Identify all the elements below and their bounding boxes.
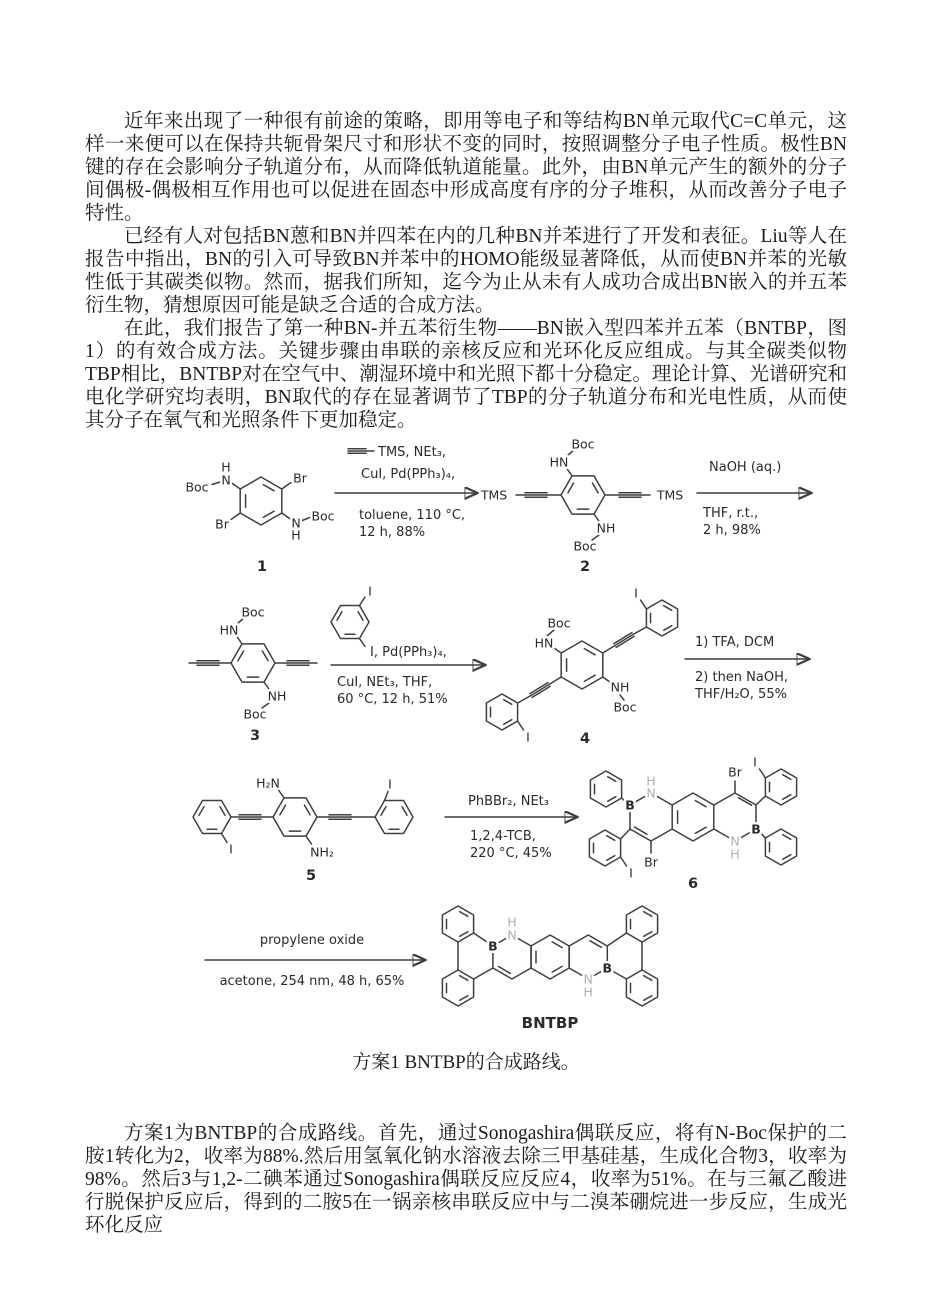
atom-boc: Boc bbox=[547, 615, 571, 631]
step2-conditions-line2: 2 h, 98% bbox=[703, 523, 761, 538]
compound-2-structure bbox=[480, 437, 683, 576]
compound-6-structure bbox=[589, 755, 796, 893]
compound-number-3: 3 bbox=[249, 728, 261, 744]
atom-br: Br bbox=[644, 854, 658, 870]
paragraph-prior-work: 已经有人对包括BN蒽和BN并四苯在内的几种BN并苯进行了开发和表征。Liu等人在报告中指出，BN的引入可导致BN并苯中的HOMO能级显著降低，从而使BN并苯的光敏性低于其碳类似物。然而，据我们所知，迄今为止从未有人成功合成出BN嵌入的并五苯衍生物，猜想原因可能是缺乏合适的合成方法。 bbox=[85, 226, 847, 316]
step3-conditions-line2: 60 °C, 12 h, 51% bbox=[337, 692, 448, 707]
atom-n: N bbox=[221, 472, 231, 488]
step5-reagents: PhBBr₂, NEt₃ bbox=[468, 794, 549, 809]
compound-1-structure bbox=[185, 460, 334, 576]
compound-number-2: 2 bbox=[579, 559, 591, 575]
paragraph-this-work: 在此，我们报告了第一种BN-并五苯衍生物——BN嵌入型四苯并五苯（BNTBP，图1）的有效合成方法。关键步骤由串联的亲核反应和光环化反应组成。与其全碳类似物TBP相比，BNTBP对在空气中、潮湿环境中和光照下都十分稳定。理论计算、光谱研究和电化学研究均表明，BN取代的存在显著调节了TBP的分子轨道分布和光电性质，从而使其分子在氧气和光照条件下更加稳定。 bbox=[85, 318, 847, 431]
step1-conditions-line2: 12 h, 88% bbox=[359, 525, 426, 540]
atom-h-gray: H bbox=[646, 773, 656, 789]
atom-i: I bbox=[526, 729, 530, 745]
compound-4-structure bbox=[486, 586, 677, 748]
reaction-scheme-drawing bbox=[85, 425, 865, 1045]
reaction-scheme bbox=[85, 425, 865, 1045]
step2-conditions-line1: THF, r.t., bbox=[703, 506, 759, 521]
atom-i: I bbox=[629, 865, 633, 881]
step4-conditions-line1: 1) TFA, DCM bbox=[695, 635, 775, 650]
atom-b: B bbox=[625, 797, 635, 813]
atom-n-gray: N bbox=[730, 833, 740, 849]
scheme-caption: 方案1 BNTBP的合成路线。 bbox=[352, 1052, 580, 1073]
step6-conditions: acetone, 254 nm, 48 h, 65% bbox=[219, 974, 405, 989]
atom-nh: NH bbox=[267, 688, 287, 704]
compound-number-6: 6 bbox=[687, 876, 699, 892]
atom-i: I bbox=[388, 776, 392, 792]
atom-br: Br bbox=[215, 516, 229, 532]
atom-boc: Boc bbox=[573, 538, 597, 554]
atom-i: I bbox=[368, 583, 372, 599]
step1-conditions-line1: toluene, 110 °C, bbox=[359, 508, 466, 523]
atom-n-gray: N bbox=[646, 785, 656, 801]
compound-5-structure bbox=[193, 776, 413, 885]
atom-boc: Boc bbox=[241, 604, 265, 620]
product-bntbp-structure bbox=[442, 906, 657, 1032]
atom-n: N bbox=[291, 515, 301, 531]
atom-i: I bbox=[229, 841, 233, 857]
step5-conditions-line2: 220 °C, 45% bbox=[470, 846, 552, 861]
atom-tms: TMS bbox=[656, 487, 684, 503]
step6-reagents: propylene oxide bbox=[259, 933, 365, 948]
step3-reagents-line1: I, Pd(PPh₃)₄, bbox=[370, 645, 447, 660]
product-label: BNTBP bbox=[521, 1014, 579, 1032]
reaction-step-5 bbox=[445, 794, 577, 861]
atom-br: Br bbox=[728, 764, 742, 780]
atom-n-gray: N bbox=[507, 927, 517, 943]
atom-boc: Boc bbox=[243, 706, 267, 722]
atom-boc: Boc bbox=[311, 508, 335, 524]
step4-conditions-line2: 2) then NaOH, bbox=[695, 670, 789, 685]
atom-boc: Boc bbox=[613, 699, 637, 715]
reaction-step-1 bbox=[335, 445, 477, 540]
atom-h-gray: H bbox=[583, 984, 593, 1000]
compound-number-4: 4 bbox=[579, 731, 591, 747]
atom-i: I bbox=[753, 754, 757, 770]
reaction-step-2 bbox=[697, 460, 811, 538]
atom-hn: HN bbox=[549, 454, 569, 470]
atom-tms: TMS bbox=[480, 487, 508, 503]
step2-reagents: NaOH (aq.) bbox=[709, 460, 782, 475]
atom-b: B bbox=[751, 821, 761, 837]
compound-number-5: 5 bbox=[305, 868, 317, 884]
atom-h: H bbox=[221, 459, 231, 475]
step5-conditions-line1: 1,2,4-TCB, bbox=[470, 829, 536, 844]
atom-n-gray: N bbox=[583, 971, 593, 987]
paragraph-scheme-description: 方案1为BNTBP的合成路线。首先，通过Sonogashira偶联反应，将有N-Boc保护的二胺1转化为2，收率为88%.然后用氢氧化钠水溶液去除三甲基硅基，生成化合物3，收率为98%。然后3与1,2-二碘苯通过Sonogashira偶联反应反应4，收率为51%。在与三氟乙酸进行脱保护反应后，得到的二胺5在一锅亲核串联反应中与二溴苯硼烷进一步反应，生成光环化反应 bbox=[85, 1123, 847, 1236]
atom-h-gray: H bbox=[730, 846, 740, 862]
atom-hn: HN bbox=[534, 635, 554, 651]
atom-boc: Boc bbox=[571, 436, 595, 452]
atom-h: H bbox=[291, 527, 301, 543]
atom-h-gray: H bbox=[507, 914, 517, 930]
reaction-step-3 bbox=[331, 584, 485, 708]
step4-conditions-line3: THF/H₂O, 55% bbox=[695, 687, 787, 702]
compound-number-1: 1 bbox=[256, 559, 268, 575]
compound-3-structure bbox=[189, 605, 317, 745]
atom-br: Br bbox=[293, 470, 307, 486]
atom-boc: Boc bbox=[185, 479, 209, 495]
step1-reagents-line2: CuI, Pd(PPh₃)₄, bbox=[361, 467, 456, 482]
paragraph-strategy: 近年来出现了一种很有前途的策略，即用等电子和等结构BN单元取代C=C单元，这样一来便可以在保持共轭骨架尺寸和形状不变的同时，按照调整分子电子性质。极性BN键的存在会影响分子轨道分布，从而降低轨道能量。此外，由BN单元产生的额外的分子间偶极-偶极相互作用也可以促进在固态中形成高度有序的分子堆积，从而改善分子电子特性。 bbox=[85, 111, 847, 224]
step3-conditions-line1: CuI, NEt₃, THF, bbox=[337, 675, 433, 690]
diiodobenzene-reagent bbox=[331, 584, 372, 647]
atom-h2n: H₂N bbox=[256, 775, 280, 791]
atom-nh2: NH₂ bbox=[310, 844, 334, 860]
reaction-step-4 bbox=[685, 635, 809, 702]
reaction-step-6 bbox=[205, 933, 425, 989]
atom-nh: NH bbox=[610, 679, 630, 695]
intro-text bbox=[85, 110, 847, 432]
atom-b: B bbox=[602, 960, 613, 976]
atom-hn: HN bbox=[219, 622, 239, 638]
atom-i: I bbox=[634, 585, 638, 601]
atom-b: B bbox=[488, 938, 498, 954]
step1-reagents-line1: TMS, NEt₃, bbox=[378, 445, 447, 460]
atom-nh: NH bbox=[596, 520, 616, 536]
